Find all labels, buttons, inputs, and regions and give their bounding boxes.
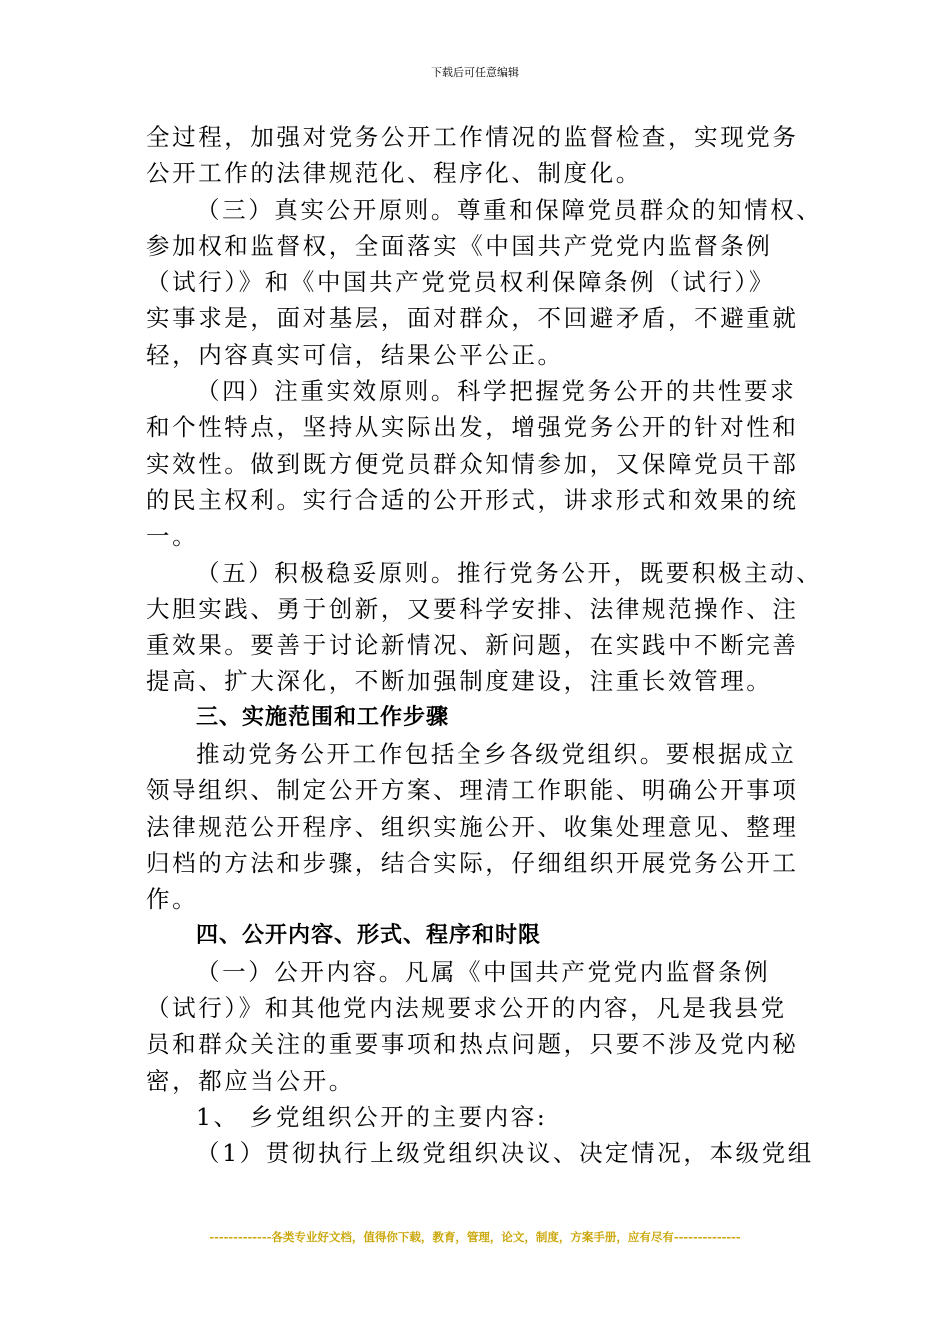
document-body bbox=[146, 119, 823, 1172]
body-line: （三）真实公开原则。尊重和保障党员群众的知情权、 bbox=[196, 195, 823, 224]
body-line: 密，都应当公开。 bbox=[146, 1066, 355, 1095]
body-line: 实事求是，面对基层，面对群众，不回避矛盾，不避重就 bbox=[146, 304, 799, 333]
body-line: 和个性特点，坚持从实际出发，增强党务公开的针对性和 bbox=[146, 413, 799, 442]
body-line: 一。 bbox=[146, 522, 199, 551]
body-line: （四）注重实效原则。科学把握党务公开的共性要求 bbox=[196, 377, 797, 406]
body-line: 公开工作的法律规范化、程序化、制度化。 bbox=[146, 159, 642, 188]
body-line: 的民主权利。实行合适的公开形式，讲求形式和效果的统 bbox=[146, 485, 799, 514]
body-line: （五）积极稳妥原则。推行党务公开，既要积极主动、 bbox=[196, 558, 823, 587]
body-line: 重效果。要善于讨论新情况、新问题，在实践中不断完善 bbox=[146, 631, 799, 660]
body-line: 归档的方法和步骤，结合实际，仔细组织开展党务公开工 bbox=[146, 848, 799, 877]
section-heading: 三、实施范围和工作步骤 bbox=[196, 704, 450, 730]
body-line: （一）公开内容。凡属《中国共产党党内监督条例 bbox=[196, 957, 771, 986]
body-line: 员和群众关注的重要事项和热点问题，只要不涉及党内秘 bbox=[146, 1030, 799, 1059]
body-line: 领导组织、制定公开方案、理清工作职能、明确公开事项 bbox=[146, 776, 799, 805]
body-line: 全过程，加强对党务公开工作情况的监督检查，实现党务 bbox=[146, 123, 799, 151]
body-line: 大胆实践、勇于创新，又要科学安排、法律规范操作、注 bbox=[146, 594, 799, 623]
body-line: 实效性。做到既方便党员群众知情参加，又保障党员干部 bbox=[146, 449, 799, 478]
body-line: （1）贯彻执行上级党组织决议、决定情况，本级党组 bbox=[196, 1139, 814, 1168]
body-line: （试行）》和《中国共产党党员权利保障条例（试行）》 bbox=[146, 268, 775, 297]
body-line: 推动党务公开工作包括全乡各级党组织。要根据成立 bbox=[196, 740, 797, 769]
body-line: 参加权和监督权，全面落实《中国共产党党内监督条例 bbox=[146, 231, 773, 260]
page-header: 下载后可任意编辑 bbox=[431, 66, 519, 79]
body-line: 1、 乡党组织公开的主要内容: bbox=[196, 1103, 548, 1132]
body-line: （试行）》和其他党内法规要求公开的内容，凡是我县党 bbox=[146, 994, 787, 1023]
body-line: 作。 bbox=[146, 885, 199, 914]
section-heading: 四、公开内容、形式、程序和时限 bbox=[196, 922, 542, 948]
body-line: 轻，内容真实可信，结果公平公正。 bbox=[146, 340, 564, 369]
page-footer-banner: -------------各类专业好文档，值得你下载，教育，管理，论文，制度，方案手册，应有尽有-------------- bbox=[209, 1230, 741, 1244]
body-line: 法律规范公开程序、组织实施公开、收集处理意见、整理 bbox=[146, 812, 799, 841]
body-line: 提高、扩大深化，不断加强制度建设，注重长效管理。 bbox=[146, 667, 773, 696]
